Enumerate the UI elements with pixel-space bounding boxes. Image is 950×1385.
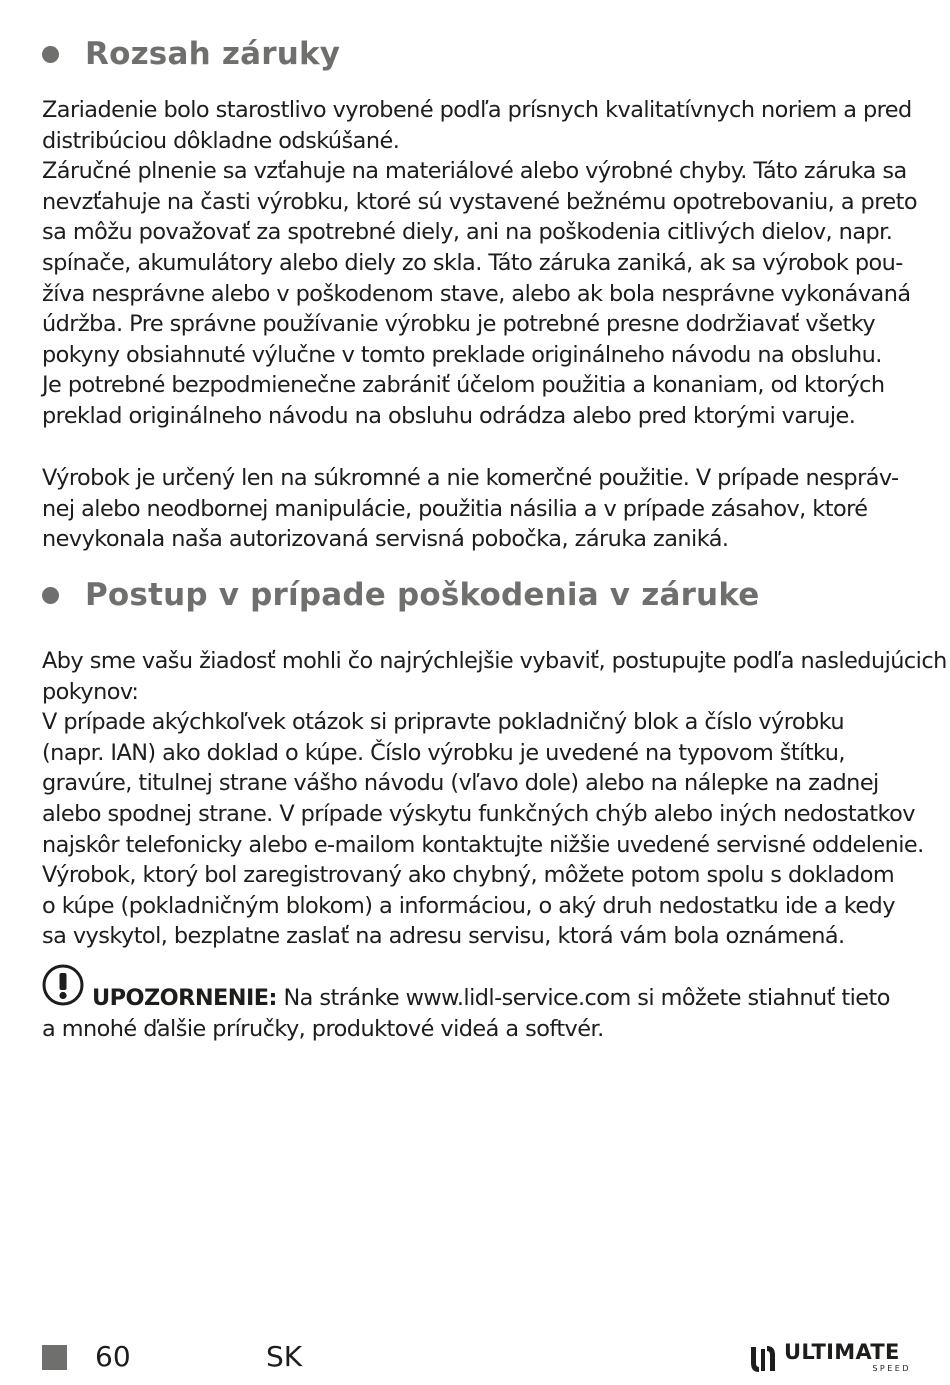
text-line: Záručné plnenie sa vzťahuje na materiálové alebo výrobné chyby. Táto záruka sa [42, 158, 907, 185]
section-heading-warranty-procedure [42, 577, 760, 613]
brand-logo-mark-icon [748, 1343, 778, 1375]
text-line: (napr. IAN) ako doklad o kúpe. Číslo výrobku je uvedené na typovom štítku, [42, 739, 845, 766]
heading-text: Rozsah záruky [85, 36, 341, 72]
text-line: o kúpe (pokladničným blokom) a informáciou, o aký druh nedostatku ide a kedy [42, 892, 895, 919]
text-line: preklad originálneho návodu na obsluhu odrádza alebo pred ktorými varuje. [42, 402, 856, 429]
footer-marker-square [42, 1345, 67, 1370]
text-line: distribúciou dôkladne odskúšané. [42, 127, 400, 154]
text-line: a mnohé ďalšie príručky, produktové videá a softvér. [42, 1016, 604, 1042]
note-label: UPOZORNENIE: [92, 985, 277, 1011]
warranty-scope-paragraph [42, 95, 917, 432]
text-line: Výrobok je určený len na súkromné a nie komerčné použitie. V prípade nespráv- [42, 465, 899, 491]
text-line: najskôr telefonicky alebo e-mailom kontaktujte nižšie uvedené servisné oddelenie. [42, 831, 924, 858]
procedure-paragraph [42, 646, 947, 952]
text-line: Zariadenie bolo starostlivo vyrobené podľa prísnych kvalitatívnych noriem a pred [42, 97, 912, 123]
bullet-icon [42, 46, 59, 63]
text-line: nej alebo neodbornej manipulácie, použitia násilia a v prípade zásahov, ktoré [42, 495, 868, 522]
exclamation-circle-icon [42, 964, 84, 1006]
text-line: sa vyskytol, bezplatne zaslať na adresu servisu, ktorá vám bola oznámená. [42, 923, 845, 950]
text-line: V prípade akýchkoľvek otázok si pripravte pokladničný blok a číslo výrobku [42, 709, 845, 736]
text-line: gravúre, titulnej strane vášho návodu (vľavo dole) alebo na nálepke na zadnej [42, 770, 879, 797]
logo-subtext: SPEED [872, 1364, 911, 1373]
text-line: Aby sme vašu žiadosť mohli čo najrýchlejšie vybaviť, postupujte podľa nasledujúcich [42, 648, 947, 674]
private-use-paragraph [42, 463, 910, 555]
text-line: Je potrebné bezpodmienečne zabrániť účelom použitia a konaniam, od ktorých [42, 372, 885, 399]
text-line: alebo spodnej strane. V prípade výskytu funkčných chýb alebo iných nedostatkov [42, 800, 915, 827]
heading-text: Postup v prípade poškodenia v záruke [85, 577, 760, 613]
brand-logo [748, 1340, 912, 1377]
note-text: Na stránke www.lidl-service.com si môžete stiahnuť tieto [276, 985, 890, 1011]
text-line: údržba. Pre správne používanie výrobku je potrebné presne dodržiavať všetky [42, 311, 876, 338]
text-line: sa môžu považovať za spotrebné diely, ani na poškodenia citlivých dielov, napr. [42, 219, 893, 246]
text-line: žíva nesprávne alebo v poškodenom stave, alebo ak bola nesprávne vykonávaná [42, 280, 911, 307]
page-number: 60 [95, 1340, 131, 1373]
note-line-1 [92, 983, 912, 1014]
logo-wordmark: ULTIMATE [784, 1340, 900, 1364]
text-line: nevzťahuje na časti výrobku, ktoré sú vystavené bežnému opotrebovaniu, a preto [42, 188, 917, 215]
text-line: spínače, akumulátory alebo diely zo skla. Táto záruka zaniká, ak sa výrobok pou- [42, 249, 903, 276]
language-code: SK [266, 1340, 303, 1373]
text-line: pokyny obsiahnuté výlučne v tomto preklade originálneho návodu na obsluhu. [42, 341, 882, 368]
bullet-icon [42, 587, 59, 604]
text-line: Výrobok, ktorý bol zaregistrovaný ako chybný, môžete potom spolu s dokladom [42, 862, 895, 889]
section-heading-warranty-scope [42, 36, 340, 72]
text-line: nevykonala naša autorizovaná servisná pobočka, záruka zaniká. [42, 526, 729, 553]
note-line-2 [42, 1014, 910, 1045]
text-line: pokynov: [42, 678, 139, 705]
